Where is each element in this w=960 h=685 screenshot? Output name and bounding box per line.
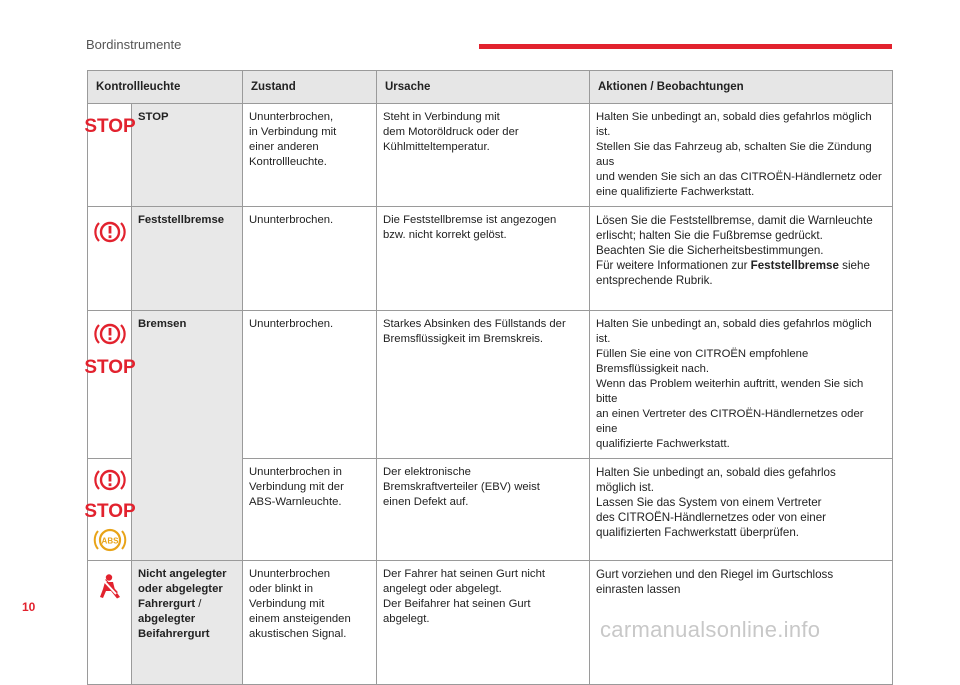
parking-brake-icon xyxy=(94,219,126,245)
table-row xyxy=(88,104,893,207)
seatbelt-icon xyxy=(96,573,124,601)
column-header-aktionen: Aktionen / Beobachtungen xyxy=(590,71,893,104)
page-number: 10 xyxy=(22,600,36,614)
stop-icon xyxy=(83,499,136,522)
icon-cell xyxy=(83,104,136,207)
svg-text:STOP: STOP xyxy=(83,357,136,378)
abs-icon xyxy=(93,525,127,555)
row-cause: Die Feststellbremse ist angezogen bzw. nicht korrekt gelöst. xyxy=(377,207,590,311)
row-cause: Der elektronische Bremskraftverteiler (EBV) weist einen Defekt auf. xyxy=(377,459,590,561)
row-action: Halten Sie unbedingt an, sobald dies gefahrlos möglich ist. Stellen Sie das Fahrzeug ab, schalten Sie die Zündung aus und wenden Sie sich an das CITROËN-Händlernetz oder eine qualifizierte Fachwerkstatt. xyxy=(590,104,893,207)
column-header-kontrollleuchte: Kontrollleuchte xyxy=(88,71,243,104)
brake-warning-icon xyxy=(94,467,126,493)
column-header-ursache: Ursache xyxy=(377,71,590,104)
stop-icon xyxy=(83,355,136,378)
row-name: Bremsen xyxy=(132,311,243,561)
row-cause: Starkes Absinken des Füllstands der Bremsflüssigkeit im Bremskreis. xyxy=(377,311,590,459)
row-state: Ununterbrochen, in Verbindung mit einer anderen Kontrollleuchte. xyxy=(243,104,377,207)
stop-icon xyxy=(83,114,136,137)
row-action: Halten Sie unbedingt an, sobald dies gefahrlos möglich ist. Lassen Sie das System von einem Vertreter des CITROËN-Händlernetzes oder von einer qualifizierten Fachwerkstatt überprüfen. xyxy=(590,459,893,561)
watermark: carmanualsonline.info xyxy=(600,617,821,642)
svg-text:STOP: STOP xyxy=(83,116,136,137)
header-accent-bar xyxy=(479,44,892,49)
row-state: Ununterbrochen in Verbindung mit der ABS-Warnleuchte. xyxy=(243,459,377,561)
icon-cell xyxy=(88,207,132,311)
row-state: Ununterbrochen oder blinkt in Verbindung mit einem ansteigenden akustischen Signal. xyxy=(243,561,377,685)
section-title: Bordinstrumente xyxy=(86,37,182,52)
row-action: Lösen Sie die Feststellbremse, damit die Warnleuchte erlischt; halten Sie die Fußbremse gedrückt. Beachten Sie die Sicherheitsbestimmungen. Für weitere Informationen zur Feststellbremse siehe entsprechende Rubrik. xyxy=(590,207,893,311)
warning-lights-table xyxy=(83,70,893,685)
row-state: Ununterbrochen. xyxy=(243,311,377,459)
row-action: Halten Sie unbedingt an, sobald dies gefahrlos möglich ist. Füllen Sie eine von CITROËN empfohlene Bremsflüssigkeit nach. Wenn das Problem weiterhin auftritt, wenden Sie sich bitte an einen Vertreter des CITROËN-Händlernetzes oder eine qualifizierte Fachwerkstatt. xyxy=(590,311,893,459)
table-row xyxy=(88,207,893,311)
row-name: Feststellbremse xyxy=(132,207,243,311)
row-action: Gurt vorziehen und den Riegel im Gurtschloss einrasten lassen xyxy=(590,561,893,685)
row-cause: Steht in Verbindung mit dem Motoröldruck oder der Kühlmitteltemperatur. xyxy=(377,104,590,207)
row-state: Ununterbrochen. xyxy=(243,207,377,311)
icon-cell xyxy=(83,311,136,459)
svg-text:STOP: STOP xyxy=(83,501,136,522)
column-header-zustand: Zustand xyxy=(243,71,377,104)
svg-text:ABS: ABS xyxy=(101,536,118,546)
brake-warning-icon xyxy=(94,321,126,347)
table-row xyxy=(88,311,893,459)
icon-cell xyxy=(83,459,136,561)
row-name: STOP xyxy=(132,104,243,207)
row-name: Nicht angelegter oder abgelegter Fahrergurt / abgelegter Beifahrergurt xyxy=(132,561,243,685)
icon-cell xyxy=(88,561,132,685)
row-cause: Der Fahrer hat seinen Gurt nicht angelegt oder abgelegt. Der Beifahrer hat seinen Gurt abgelegt. xyxy=(377,561,590,685)
table-header-row xyxy=(88,71,893,104)
